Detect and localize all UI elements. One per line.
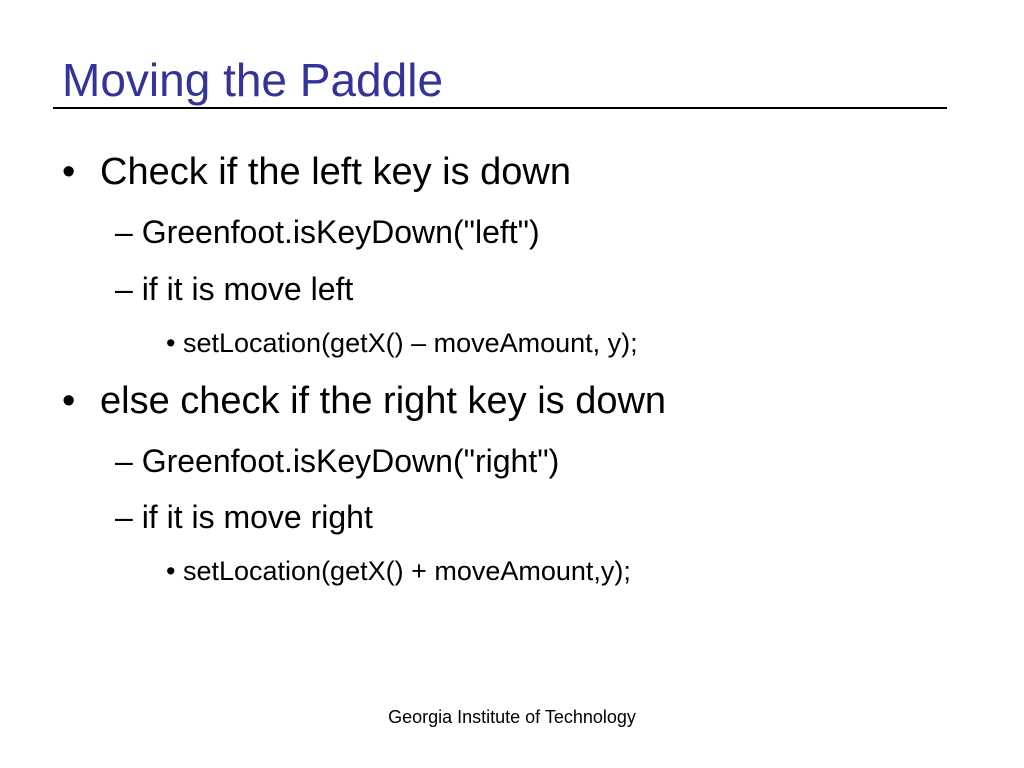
footer (0, 706, 1024, 728)
dash-marker: – (115, 499, 133, 535)
bullet-text: else check if the right key is down (100, 380, 667, 422)
bullet-text: Check if the left key is down (100, 151, 571, 193)
bullet-2-sub-2-detail (166, 555, 631, 587)
bullet-marker: • (166, 328, 176, 358)
bullet-marker: • (62, 380, 76, 422)
subitem-text: Greenfoot.isKeyDown("left") (141, 214, 540, 250)
bullet-marker: • (62, 151, 76, 193)
dash-marker: – (115, 214, 133, 250)
footer-text: Georgia Institute of Technology (388, 707, 636, 727)
slide-title: Moving the Paddle (62, 54, 444, 106)
title-underline (53, 107, 947, 109)
code-text: setLocation(getX() – moveAmount, y); (182, 328, 638, 358)
subitem-text: if it is move left (141, 271, 354, 307)
bullet-1-sub-2-detail (166, 327, 638, 359)
subitem-text: if it is move right (141, 499, 373, 535)
dash-marker: – (115, 271, 133, 307)
dash-marker: – (115, 443, 133, 479)
bullet-1-sub-1 (115, 213, 540, 251)
bullet-1-sub-2 (115, 270, 353, 308)
bullet-2-sub-2 (115, 498, 373, 536)
code-text: setLocation(getX() + moveAmount,y); (182, 556, 631, 586)
bullet-marker: • (166, 556, 176, 586)
bullet-2-sub-1 (115, 442, 559, 480)
subitem-text: Greenfoot.isKeyDown("right") (141, 443, 560, 479)
